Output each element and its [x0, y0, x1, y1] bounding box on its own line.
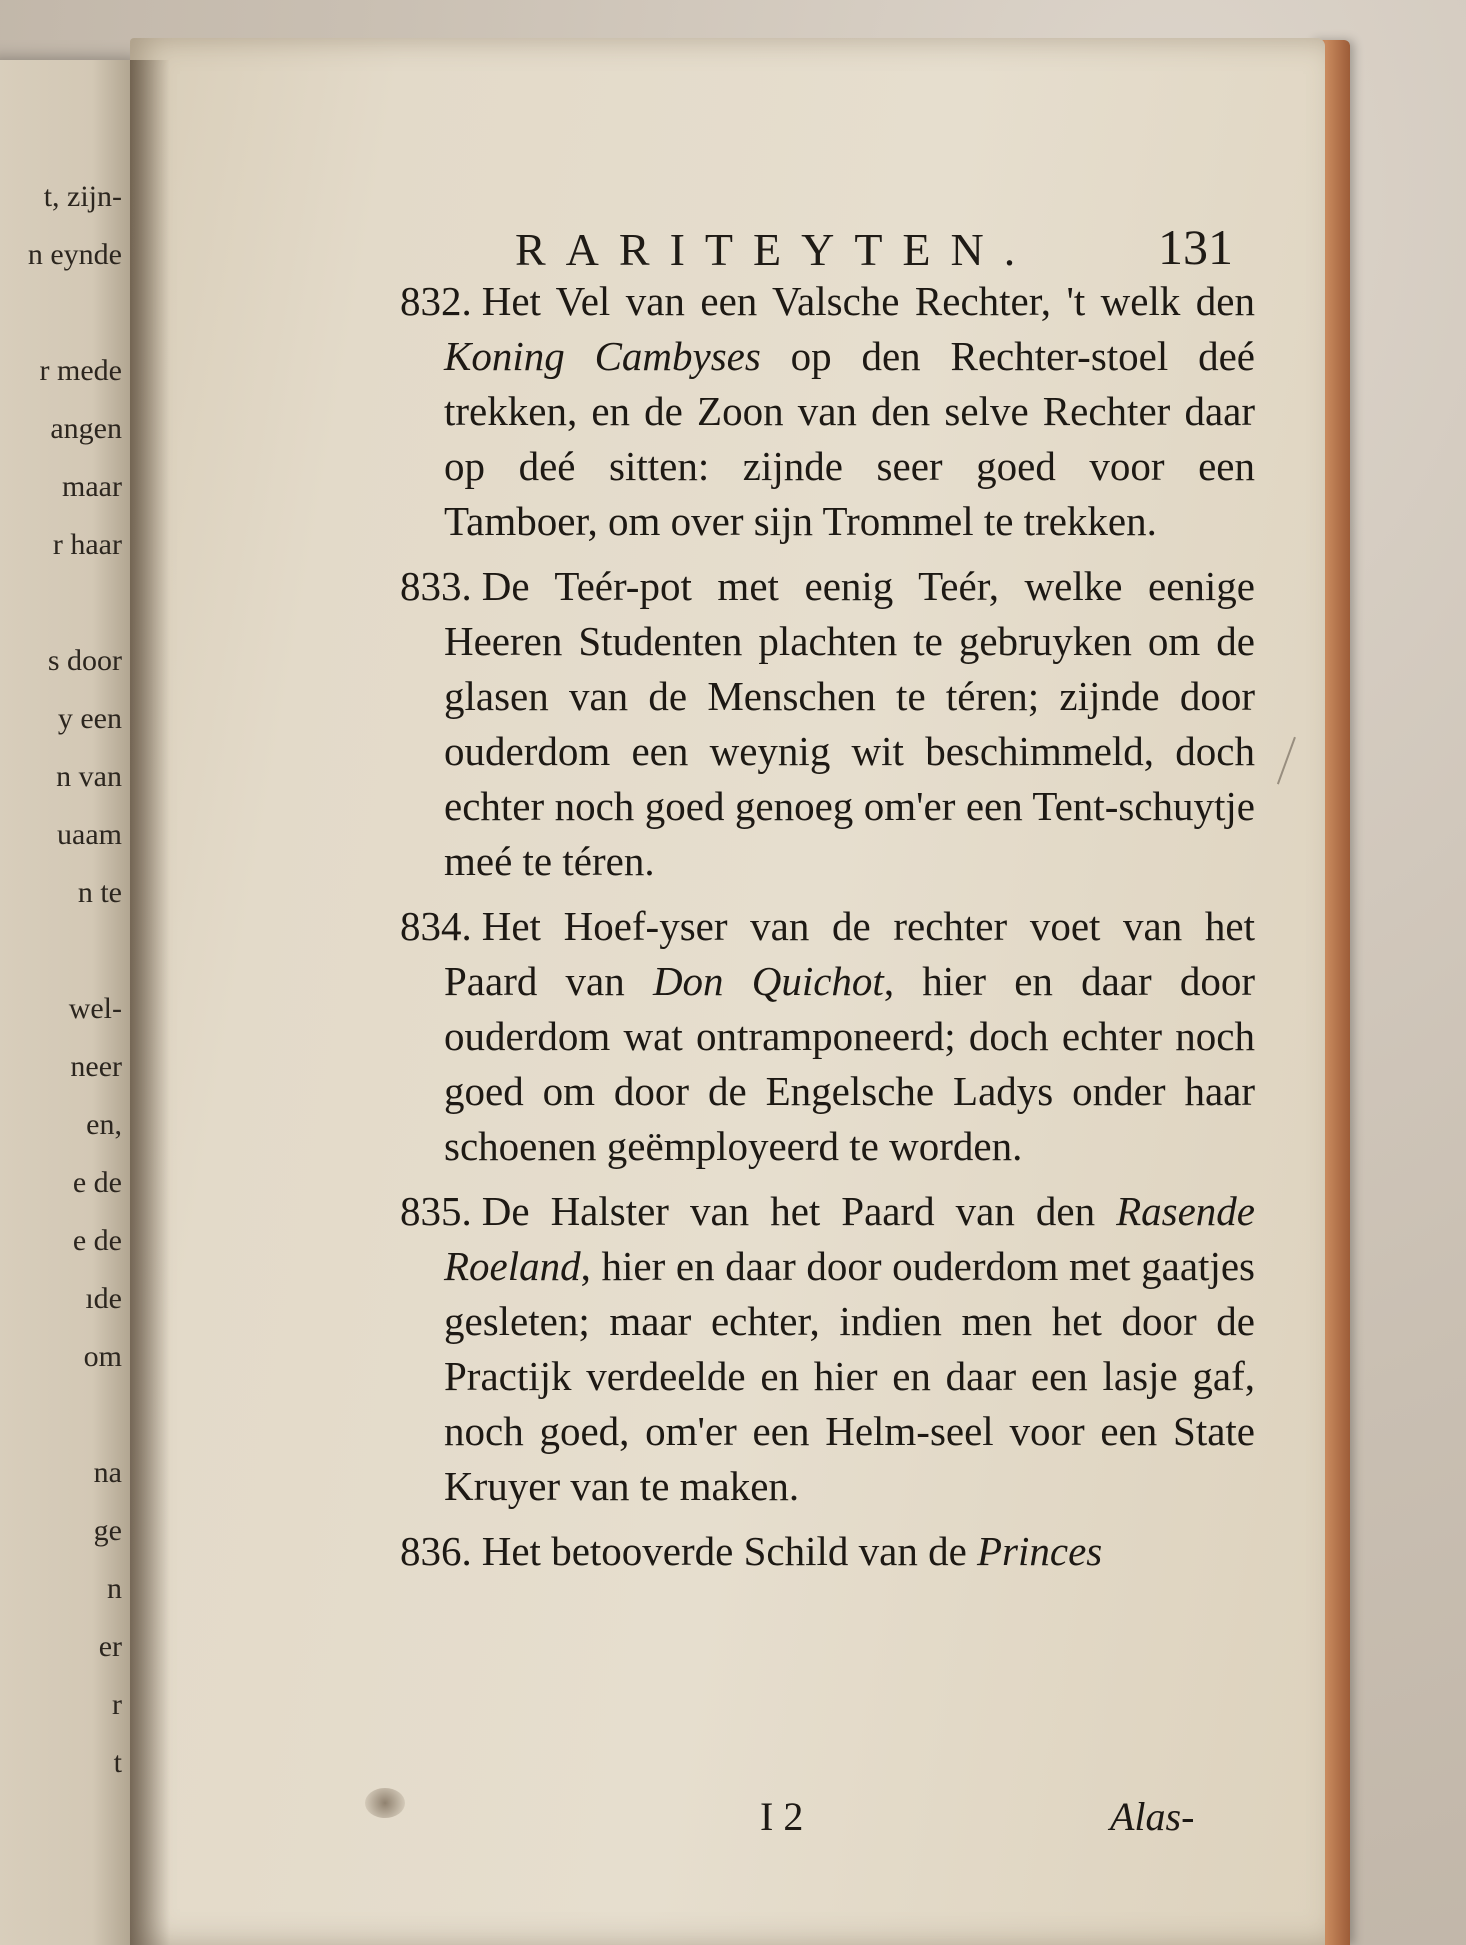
left-page-fragment: r haar	[52, 528, 122, 561]
running-head: RARITEYTEN.	[515, 224, 1036, 275]
entry-italic-name: Princes	[977, 1528, 1103, 1574]
signature-mark: I 2	[760, 1794, 804, 1839]
left-page-fragment: ıde	[85, 1282, 122, 1315]
entry-number: 836.	[400, 1528, 472, 1574]
left-page-fragment: n te	[77, 876, 122, 909]
left-page-fragment: n eynde	[27, 238, 122, 271]
left-page-fragment: t	[113, 1746, 122, 1779]
entry-number: 835.	[400, 1188, 472, 1234]
left-page-fragment: er	[98, 1630, 122, 1663]
left-page-fragment: n van	[56, 760, 122, 793]
ink-stain	[365, 1788, 405, 1818]
entry-italic-name: Don Quichot	[652, 958, 884, 1004]
entry-text: , hier en daar door ouderdom wat ontramponeerd; doch echter noch goed om door de Engelsche Ladys onder haar schoenen geëmployeerd te worden.	[444, 958, 1255, 1169]
left-page-fragment: wel-	[68, 992, 122, 1025]
left-page-fragment: r	[112, 1688, 122, 1721]
catalog-entry	[400, 274, 1255, 549]
entry-text: Het Vel van een Valsche Rechter, 't welk den	[481, 278, 1255, 324]
entry-text: Het betooverde Schild van de	[481, 1528, 978, 1574]
entry-number: 833.	[400, 563, 472, 609]
left-page-fragment: neer	[70, 1050, 122, 1083]
entry-italic-name: Rasende Roeland	[444, 1188, 1255, 1289]
entry-text: De Halster van het Paard van den	[481, 1188, 1117, 1234]
left-page-fragment: t, zijn-	[43, 180, 122, 213]
left-page-fragment: y een	[57, 702, 122, 735]
entry-number: 834.	[400, 903, 472, 949]
gutter-shadow	[130, 60, 170, 1945]
left-page-fragment: uaam	[57, 818, 122, 851]
entry-text: , hier en daar door ouderdom met gaatjes gesleten; maar echter, indien men het door de Practijk verdeelde en hier en daar een lasje gaf, noch goed, om'er een Helm-seel voor een State Kruyer van te maken.	[444, 1243, 1255, 1509]
left-page-fragment: en,	[86, 1108, 122, 1141]
entry-text: Het Hoef-yser van de rechter voet van het Paard van	[444, 903, 1255, 1004]
pencil-mark	[1277, 737, 1309, 789]
left-page-fragment: angen	[50, 412, 122, 445]
left-page-fragment: n	[107, 1572, 122, 1605]
catalog-entry	[400, 559, 1255, 889]
catalog-entry	[400, 1184, 1255, 1514]
left-page-fragment: na	[93, 1456, 122, 1489]
entry-number: 832.	[400, 278, 472, 324]
entry-text: De Teér-pot met eenig Teér, welke eenige Heeren Studenten plachten te gebruyken om de glasen van de Menschen te téren; zijnde door ouderdom een weynig wit beschimmeld, doch echter noch goed genoeg om'er een Tent-schuytje meé te téren.	[444, 563, 1255, 884]
left-page-fragment: s door	[47, 644, 122, 677]
entry-list	[400, 274, 1255, 1589]
left-page-fragment: e de	[72, 1166, 122, 1199]
left-page-fragment: ge	[93, 1514, 122, 1547]
left-page-fragment: r mede	[39, 354, 122, 387]
left-facing-page	[0, 60, 140, 1945]
left-page-fragment: e de	[72, 1224, 122, 1257]
book-page	[130, 38, 1325, 1945]
entry-text: op den Rechter-stoel deé trekken, en de Zoon van den selve Rechter daar op deé sitten: zijnde seer goed voor een Tamboer, om over sijn Trommel te trekken.	[444, 333, 1255, 544]
page-number: 131	[1158, 219, 1233, 275]
catchword: Alas-	[1110, 1794, 1195, 1839]
left-page-fragment: maar	[62, 470, 122, 503]
catalog-entry	[400, 899, 1255, 1174]
catalog-entry	[400, 1524, 1255, 1579]
entry-italic-name: Koning Cambyses	[444, 333, 761, 379]
left-page-fragment: om	[83, 1340, 122, 1373]
